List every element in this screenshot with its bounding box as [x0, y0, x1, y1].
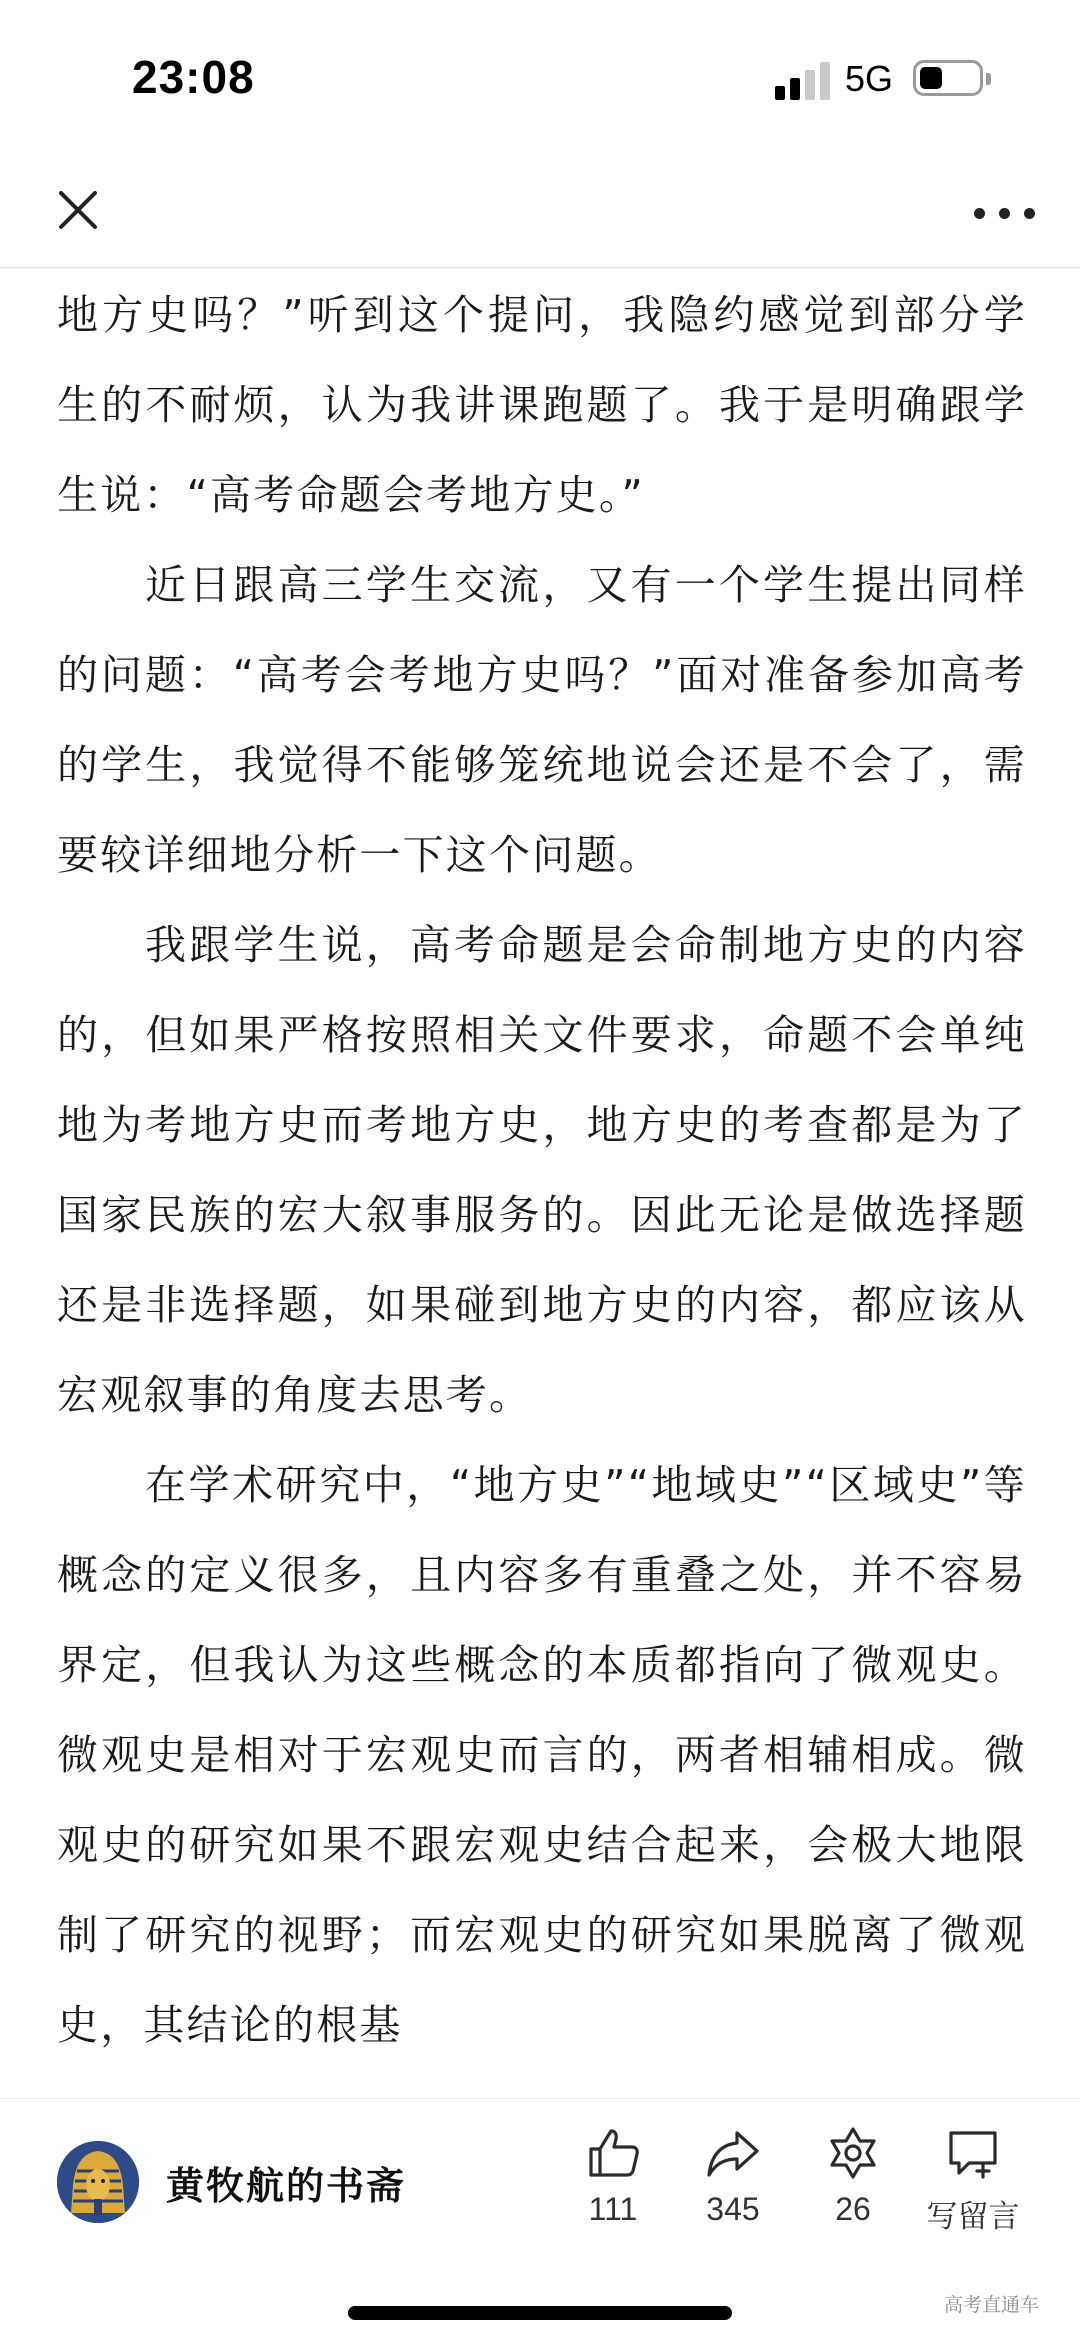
- status-time: 23:08: [132, 51, 255, 103]
- favorite-count: 26: [835, 2191, 871, 2227]
- close-icon[interactable]: [48, 180, 108, 240]
- bottom-action-bar: [0, 2098, 1080, 2238]
- like-button[interactable]: [553, 2125, 673, 2235]
- network-type: 5G: [845, 58, 894, 99]
- account-name[interactable]: 黄牧航的书斋: [166, 2164, 407, 2208]
- share-arrow-icon: [705, 2125, 761, 2181]
- more-dots-icon[interactable]: [972, 198, 1038, 228]
- flower-star-icon: [825, 2125, 881, 2181]
- like-count: 111: [588, 2191, 638, 2227]
- article-body: [57, 270, 1027, 2098]
- status-bar: [0, 0, 1080, 160]
- pharaoh-mask-avatar[interactable]: [57, 2141, 139, 2223]
- article-paragraph: 在学术研究中，“地方史”“地域史”“区域史”等概念的定义很多，且内容多有重叠之处，并不容易界定，但我认为这些概念的本质都指向了微观史。微观史是相对于宏观史而言的，两者相辅相成。微观史的研究如果不跟宏观史结合起来，会极大地限制了研究的视野；而宏观史的研究如果脱离了微观史，其结论的根基: [57, 1461, 1027, 2049]
- battery-icon: [913, 60, 983, 96]
- article-paragraph: 地方史吗？”听到这个提问，我隐约感觉到部分学生的不耐烦，认为我讲课跑题了。我于是明确跟学生说：“高考命题会考地方史。”: [57, 291, 1027, 519]
- comment-add-icon: [945, 2125, 1001, 2181]
- share-count: 345: [706, 2191, 760, 2227]
- nav-bar: [0, 160, 1080, 268]
- signal-bars-icon: [775, 60, 831, 100]
- share-button[interactable]: [673, 2125, 793, 2235]
- comment-button[interactable]: [913, 2125, 1033, 2235]
- thumbs-up-icon: [585, 2125, 641, 2181]
- favorite-button[interactable]: [793, 2125, 913, 2235]
- watermark: 高考直通车: [944, 2294, 1040, 2316]
- article-paragraph: 近日跟高三学生交流，又有一个学生提出同样的问题：“高考会考地方史吗？”面对准备参加高考的学生，我觉得不能够笼统地说会还是不会了，需要较详细地分析一下这个问题。: [57, 561, 1027, 879]
- home-indicator[interactable]: [348, 2306, 732, 2320]
- article-paragraph: 我跟学生说，高考命题是会命制地方史的内容的，但如果严格按照相关文件要求，命题不会单纯地为考地方史而考地方史，地方史的考查都是为了国家民族的宏大叙事服务的。因此无论是做选择题还是非选择题，如果碰到地方史的内容，都应该从宏观叙事的角度去思考。: [57, 921, 1027, 1419]
- comment-label: 写留言: [926, 2199, 1020, 2235]
